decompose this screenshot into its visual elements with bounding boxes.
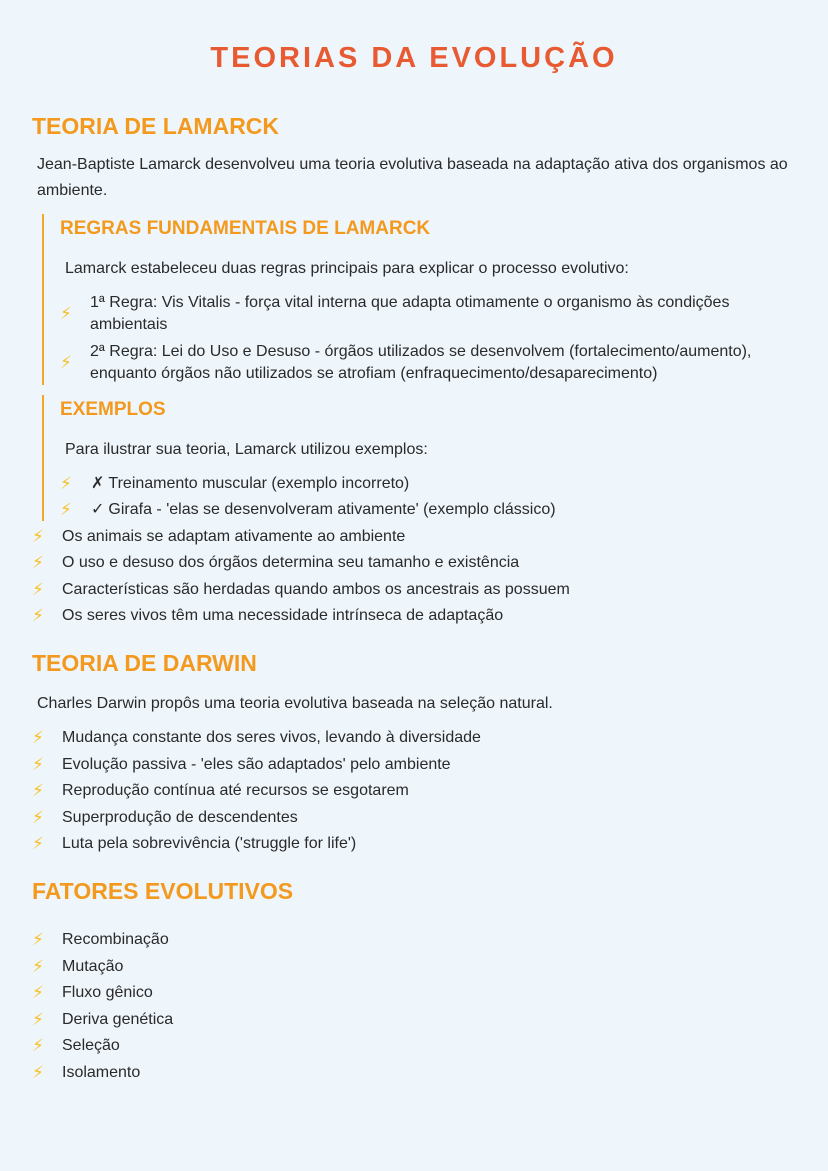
list-item [60,341,796,385]
list-item-text: Os seres vivos têm uma necessidade intrínseca de adaptação [62,607,504,624]
list-item [32,833,796,855]
list-item [32,1035,796,1057]
lamarck-intro: Jean-Baptiste Lamarck desenvolveu uma teoria evolutiva baseada na adaptação ativa dos organismos ao ambiente. [37,156,788,199]
lightning-bolt-icon: ⚡ [32,754,44,774]
list-item-text: Recombinação [62,931,169,948]
lightning-bolt-icon: ⚡ [32,983,44,1002]
list-item [32,929,796,951]
lightning-bolt-icon: ⚡ [60,304,72,323]
list-item-text: Deriva genética [62,1010,174,1028]
list-item-text: O uso e desuso dos órgãos determina seu tamanho e existência [62,554,520,571]
lightning-bolt-icon: ⚡ [32,1036,44,1055]
list-item-text: Os animais se adaptam ativamente ao ambiente [62,527,406,545]
examples-intro: Para ilustrar sua teoria, Lamarck utilizou exemplos: [65,440,428,458]
lightning-bolt-icon: ⚡ [60,352,72,372]
lightning-bolt-icon: ⚡ [32,781,44,800]
list-item-text: Reprodução contínua até recursos se esgotarem [62,782,409,799]
list-item [32,605,796,627]
lightning-bolt-icon: ⚡ [32,579,44,599]
list-item-text: Características são herdadas quando ambos os ancestrais as possuem [62,580,570,598]
list-item-text: Fluxo gênico [62,984,153,1001]
lightning-bolt-icon: ⚡ [32,606,44,625]
list-item-text: Seleção [62,1037,120,1054]
examples-list [60,473,796,522]
list-item [60,473,796,495]
section-lamarck [32,112,796,627]
lightning-bolt-icon: ⚡ [32,526,44,546]
section-fatores [32,877,796,1084]
lightning-bolt-icon: ⚡ [32,930,44,949]
subsection-examples [42,395,796,522]
list-item-text: Isolamento [62,1063,141,1081]
lamarck-points-list [32,526,796,628]
lightning-bolt-icon: ⚡ [32,1009,44,1029]
list-item [32,754,796,776]
list-item [32,727,796,749]
list-item [32,780,796,802]
list-item [32,1009,796,1031]
subsection-heading-examples: EXEMPLOS [60,398,166,420]
list-item-text: Mudança constante dos seres vivos, levando à diversidade [62,729,481,746]
list-item [32,1062,796,1084]
list-item-text: Luta pela sobrevivência ('struggle for life') [62,835,357,852]
section-darwin [32,649,796,855]
list-item [32,956,796,978]
list-item [32,552,796,574]
darwin-points-list [32,727,796,855]
section-heading-lamarck: TEORIA DE LAMARCK [32,113,280,139]
lightning-bolt-icon: ⚡ [32,1062,44,1082]
rules-list [60,292,796,385]
list-item-text: Girafa - 'elas se desenvolveram ativamente' (exemplo clássico) [108,501,556,518]
section-heading-darwin: TEORIA DE DARWIN [32,650,257,676]
cross-mark-icon: ✗ [91,474,105,492]
list-item-text: 2ª Regra: Lei do Uso e Desuso - órgãos utilizados se desenvolvem (fortalecimento/aumento), enquanto órgãos não utilizados se atrofiam (enfraquecimento/desaparecimento) [90,342,752,382]
page-title: TEORIAS DA EVOLUÇÃO [210,42,618,74]
lightning-bolt-icon: ⚡ [32,807,44,827]
list-item-text: Evolução passiva - 'eles são adaptados' pelo ambiente [62,755,451,773]
list-item [60,499,796,521]
lightning-bolt-icon: ⚡ [32,728,44,747]
lightning-bolt-icon: ⚡ [60,473,72,493]
check-mark-icon: ✓ [91,501,105,518]
lightning-bolt-icon: ⚡ [32,956,44,976]
lightning-bolt-icon: ⚡ [32,834,44,853]
lightning-bolt-icon: ⚡ [32,553,44,572]
list-item-text: Treinamento muscular (exemplo incorreto) [108,474,410,492]
rules-intro: Lamarck estabeleceu duas regras principais para explicar o processo evolutivo: [65,260,629,277]
fatores-points-list [32,929,796,1084]
darwin-intro: Charles Darwin propôs uma teoria evolutiva baseada na seleção natural. [37,695,553,712]
lightning-bolt-icon: ⚡ [60,500,72,519]
list-item-text: Superprodução de descendentes [62,808,298,826]
list-item [32,579,796,601]
list-item [60,292,796,336]
subsection-rules [42,214,796,385]
list-item-text: Mutação [62,957,124,975]
list-item-text: 1ª Regra: Vis Vitalis - força vital interna que adapta otimamente o organismo às condições ambientais [90,294,730,333]
list-item [32,526,796,548]
subsection-heading-rules: REGRAS FUNDAMENTAIS DE LAMARCK [60,218,431,239]
section-heading-fatores: FATORES EVOLUTIVOS [32,878,294,904]
list-item [32,982,796,1004]
list-item [32,807,796,829]
